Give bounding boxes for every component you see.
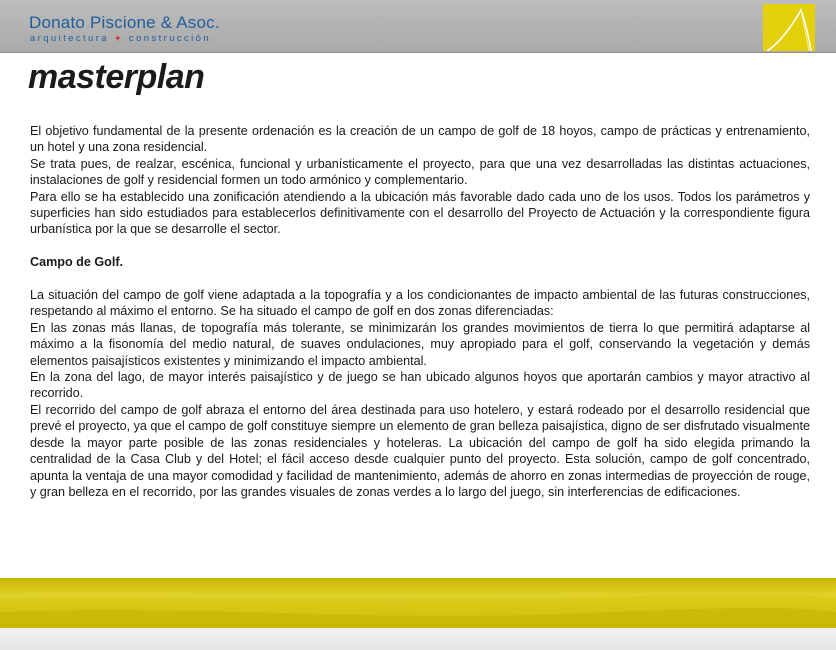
brand-tag-architecture: arquitectura (30, 33, 109, 44)
paragraph-lake-zone: En la zona del lago, de mayor interés paisajístico y de juego se han ubicado algunos hoyos que aportarán cambios y mayor atractivo al recorrido. (30, 370, 810, 401)
paragraph-zoning: Para ello se ha establecido una zonificación atendiendo a la ubicación más favorable dado cada uno de los usos. Todos los parámetros y superficies han sido estudiados para establecerlos definitivamente con el desarrollo del Proyecto de Actuación y la correspondiente figura urbanística por la que se desarrolle el sector. (30, 189, 810, 237)
brand-tagline (30, 33, 211, 44)
spacer (30, 271, 810, 287)
paragraph-golf-situation: La situación del campo de golf viene adaptada a la topografía y a los condicionantes de impacto ambiental de las futuras construcciones, respetando al máximo el entorno. Se ha situado el campo de golf en dos zonas diferenciadas: (30, 288, 810, 319)
corner-logo-icon (763, 4, 815, 51)
page-title: masterplan (28, 58, 205, 96)
brand-name: Donato Piscione & Asoc. (29, 13, 220, 32)
brand-tag-construction: construcción (128, 33, 212, 44)
footer-strip (0, 628, 836, 650)
header-bar (0, 0, 836, 53)
footer-decorative-band (0, 578, 836, 628)
arch-curve-icon (763, 4, 815, 51)
document-body (30, 123, 810, 500)
brand-tag-plus: + (114, 33, 123, 44)
paragraph-course-route: El recorrido del campo de golf abraza el entorno del área destinada para uso hotelero, y estará rodeado por el desarrollo residencial que prevé el proyecto, ya que el campo de golf constituye siempre un elemento de gran belleza paisajística, digno de ser disfrutado visualmente desde la mayor parte posible de las zonas residenciales y hoteleras. La ubicación del campo de golf ha sido elegida primando la centralidad de la Casa Club y del Hotel; el fácil acceso desde cualquier punto del proyecto. Esta solución, campo de golf concentrado, apunta la ventaja de una mayor comodidad y facilidad de mantenimiento, además de ahorro en zonas intermedias de proyección de rouge, y gran belleza en el recorrido, por las grandes visuales de zonas verdes a lo largo del juego, sin interferencias de edificaciones. (30, 402, 810, 499)
section-heading: Campo de Golf. (30, 255, 124, 270)
spacer (30, 238, 810, 254)
paragraph-scope: Se trata pues, de realzar, escénica, funcional y urbanísticamente el proyecto, para que una vez desarrolladas las distintas actuaciones, instalaciones de golf y residencial formen un todo armónico y complementario. (30, 156, 810, 188)
footer-wave-icon (0, 578, 836, 628)
paragraph-flat-zones: En las zonas más llanas, de topografía más tolerante, se minimizarán los grandes movimientos de tierra lo que permitirá adaptarse al máximo a la fisonomía del medio natural, de suaves ondulaciones, muy apropiado para el golf, conservando la vegetación y demás elementos paisajísticos existentes y minimizando el impacto ambiental. (30, 320, 810, 368)
paragraph-objective: El objetivo fundamental de la presente ordenación es la creación de un campo de golf de 18 hoyos, campo de prácticas y entrenamiento, un hotel y una zona residencial. (30, 124, 810, 155)
